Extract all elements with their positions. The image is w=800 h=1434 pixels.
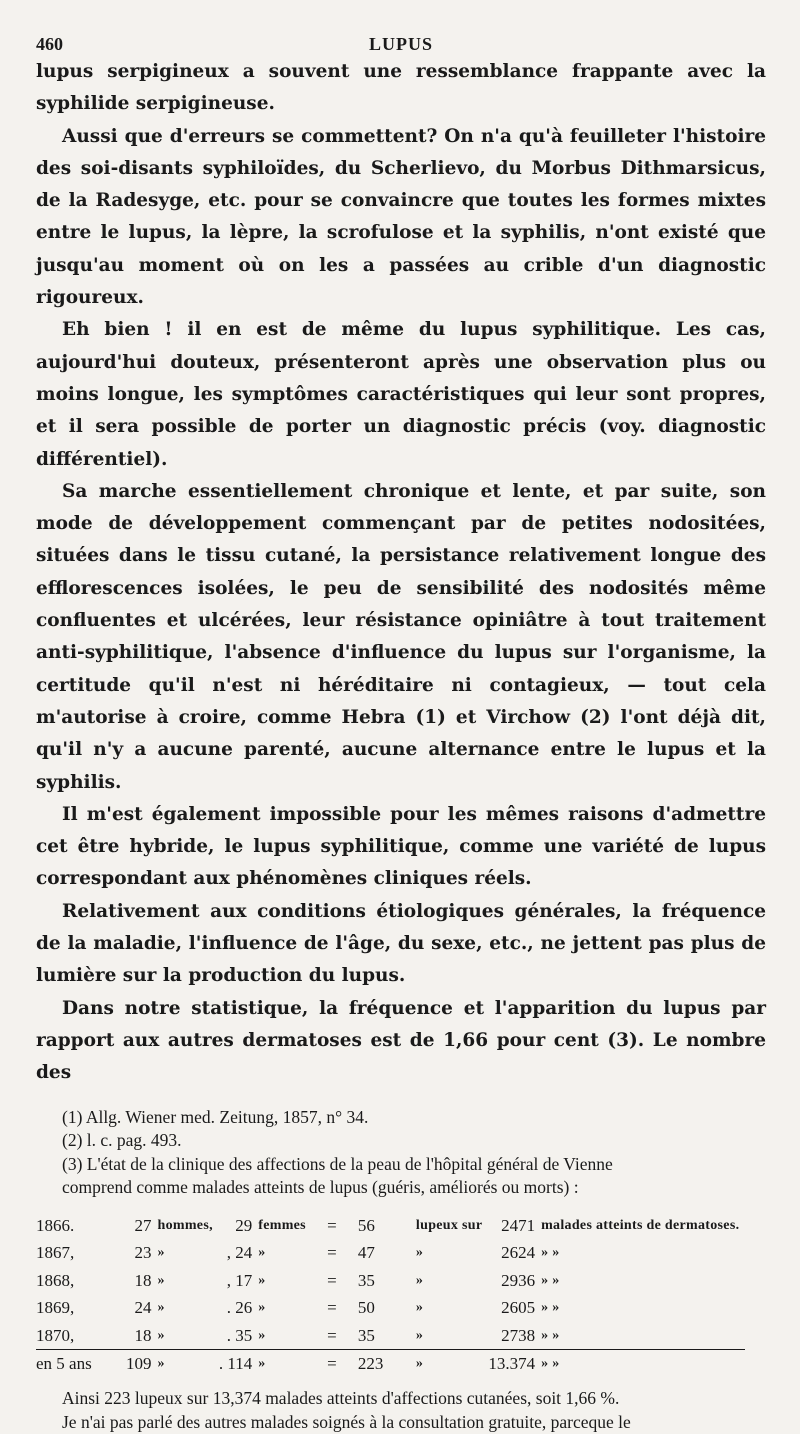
stats-cell-year: 1869, bbox=[36, 1298, 75, 1317]
stats-row bbox=[36, 1267, 745, 1295]
footnote-3-continued: comprend comme malades atteints de lupus (guéris, améliorés ou morts) : bbox=[62, 1177, 579, 1197]
paragraph: Il m'est également impossible pour les mêmes raisons d'admettre cet être hybride, le lupus syphilitique, comme une variété de lupus correspondant aux phénomènes cliniques réels. bbox=[36, 803, 766, 890]
closing-line: Ainsi 223 lupeux sur 13,374 malades atteints d'affections cutanées, soit 1,66 %. bbox=[62, 1387, 620, 1408]
stats-cell-patients: 2471 bbox=[501, 1215, 536, 1235]
stats-cell-eq: = bbox=[327, 1270, 337, 1290]
stats-cell-patients-label: » » bbox=[541, 1245, 560, 1260]
stats-cell-lupus-label: » bbox=[415, 1327, 424, 1343]
stats-cell-men-label: » bbox=[157, 1327, 165, 1343]
stats-cell-lupus-label: » bbox=[415, 1245, 424, 1260]
stats-cell-year: 1870, bbox=[36, 1325, 75, 1345]
stats-cell-total: 56 bbox=[357, 1215, 375, 1235]
stats-cell-eq: = bbox=[327, 1215, 337, 1235]
stats-cell-men-label: » bbox=[157, 1272, 165, 1288]
stats-cell-women-label: » bbox=[258, 1327, 266, 1343]
stats-cell-lupus-label: lupeux sur bbox=[415, 1217, 483, 1233]
stats-cell-women: . 35 bbox=[226, 1325, 253, 1345]
stats-cell-total: 35 bbox=[357, 1270, 375, 1290]
stats-cell-men: 18 bbox=[134, 1270, 152, 1290]
stats-cell-men: 23 bbox=[134, 1243, 152, 1262]
stats-cell-men-label: » bbox=[158, 1350, 219, 1378]
stats-row bbox=[36, 1322, 745, 1350]
stats-cell-patients-label: » » bbox=[541, 1350, 745, 1378]
stats-cell-patients: 2738 bbox=[501, 1325, 536, 1345]
stats-total-row bbox=[36, 1350, 745, 1378]
stats-cell-men: 109 bbox=[126, 1350, 158, 1378]
stats-cell-men-label: hommes, bbox=[157, 1217, 213, 1233]
closing-text bbox=[36, 1386, 766, 1434]
stats-cell-lupus-label: » bbox=[415, 1300, 424, 1315]
stats-cell-women-label: » bbox=[258, 1272, 266, 1288]
stats-cell-total: 50 bbox=[357, 1298, 375, 1317]
stats-cell-total: 47 bbox=[357, 1243, 375, 1262]
paragraph: lupus serpigineux a souvent une ressemblance frappante avec la syphilide serpigineuse. bbox=[36, 61, 766, 115]
stats-cell-women: . 26 bbox=[226, 1298, 253, 1317]
main-text bbox=[36, 56, 766, 1090]
lupus-statistics-table bbox=[36, 1212, 745, 1378]
stats-row bbox=[36, 1212, 745, 1240]
paragraph: Dans notre statistique, la fréquence et l'apparition du lupus par rapport aux autres dermatoses est de 1,66 pour cent (3). Le nombre des bbox=[36, 997, 766, 1084]
stats-cell-year: 1867, bbox=[36, 1243, 75, 1262]
stats-cell-men-label: » bbox=[157, 1300, 165, 1315]
page-number: 460 bbox=[36, 34, 63, 54]
stats-cell-year: en 5 ans bbox=[36, 1350, 126, 1378]
stats-cell-patients-label: » » bbox=[541, 1272, 560, 1288]
stats-cell-women-label: » bbox=[258, 1350, 312, 1378]
stats-cell-women-label: » bbox=[258, 1245, 266, 1260]
footnotes bbox=[36, 1106, 766, 1378]
stats-cell-women: . 114 bbox=[219, 1350, 258, 1378]
stats-cell-year: 1868, bbox=[36, 1270, 75, 1290]
stats-cell-patients-label: » » bbox=[541, 1300, 560, 1315]
paragraph: Aussi que d'erreurs se commettent? On n'a qu'à feuilleter l'histoire des soi-disants syphiloïdes, du Scherlievo, du Morbus Dithmarsicus, de la Radesyge, etc. pour se convaincre que toutes les formes mixtes entre le lupus, la lèpre, la scrofulose et la syphilis, n'ont existé que jusqu'au moment où on les a passées au crible d'un diagnostic rigoureux. bbox=[36, 125, 766, 309]
stats-cell-patients-label: » » bbox=[541, 1327, 560, 1343]
page-header bbox=[36, 28, 766, 56]
stats-cell-women: 29 bbox=[235, 1215, 253, 1235]
stats-cell-total: 223 bbox=[358, 1350, 416, 1378]
stats-cell-women: , 24 bbox=[226, 1243, 253, 1262]
stats-row bbox=[36, 1294, 745, 1322]
stats-cell-total: 35 bbox=[357, 1325, 375, 1345]
footnote-3: (3) L'état de la clinique des affections de la peau de l'hôpital général de Vienne bbox=[62, 1153, 613, 1174]
stats-row bbox=[36, 1239, 745, 1267]
stats-cell-men: 24 bbox=[134, 1298, 152, 1317]
stats-cell-men-label: » bbox=[157, 1245, 165, 1260]
stats-cell-eq: = bbox=[327, 1325, 337, 1345]
stats-cell-eq: = bbox=[327, 1243, 337, 1262]
running-title: LUPUS bbox=[368, 34, 433, 54]
stats-cell-patients-label: malades atteints de dermatoses. bbox=[541, 1217, 740, 1233]
paragraph: Sa marche essentiellement chronique et lente, et par suite, son mode de développement commençant par de petites nodositées, situées dans le tissu cutané, la persistance relativement longue des efflorescences isolées, le peu de sensibilité des nodosités même confluentes et ulcérées, leur résistance opiniâtre à tout traitement anti-syphilitique, l'absence d'influence du lupus sur l'organisme, la certitude qu'il n'est ni héréditaire ni contagieux, — tout cela m'autorise à croire, comme Hebra (1) et Virchow (2) l'ont déjà dit, qu'il n'y a aucune parenté, aucune alternance entre le lupus et la syphilis. bbox=[36, 480, 766, 793]
stats-cell-lupus-label: » bbox=[415, 1272, 424, 1288]
stats-cell-eq: = bbox=[312, 1350, 358, 1378]
stats-cell-eq: = bbox=[327, 1298, 337, 1317]
stats-cell-patients: 2624 bbox=[501, 1243, 536, 1262]
stats-cell-women-label: femmes bbox=[258, 1217, 306, 1233]
paragraph: Eh bien ! il en est de même du lupus syphilitique. Les cas, aujourd'hui douteux, présenteront après une observation plus ou moins longue, les symptômes caractéristiques qui leur sont propres, et il sera possible de porter un diagnostic précis (voy. diagnostic différentiel). bbox=[36, 319, 766, 470]
closing-line: Je n'ai pas parlé des autres malades soignés à la consultation gratuite, parceque le bbox=[62, 1411, 631, 1432]
stats-cell-lupus-label: » bbox=[416, 1350, 488, 1378]
footnote-2: (2) l. c. pag. 493. bbox=[62, 1130, 182, 1150]
stats-cell-patients: 13.374 bbox=[488, 1350, 541, 1378]
paragraph: Relativement aux conditions étiologiques générales, la fréquence de la maladie, l'influence de l'âge, du sexe, etc., ne jettent pas plus de lumière sur la production du lupus. bbox=[36, 900, 766, 987]
stats-cell-women-label: » bbox=[258, 1300, 266, 1315]
stats-cell-year: 1866. bbox=[36, 1215, 75, 1235]
stats-cell-patients: 2936 bbox=[501, 1270, 536, 1290]
stats-cell-men: 27 bbox=[134, 1215, 152, 1235]
stats-cell-men: 18 bbox=[134, 1325, 152, 1345]
stats-cell-women: , 17 bbox=[226, 1270, 253, 1290]
stats-cell-patients: 2605 bbox=[501, 1298, 536, 1317]
footnote-1: (1) Allg. Wiener med. Zeitung, 1857, n° 34. bbox=[62, 1106, 369, 1127]
